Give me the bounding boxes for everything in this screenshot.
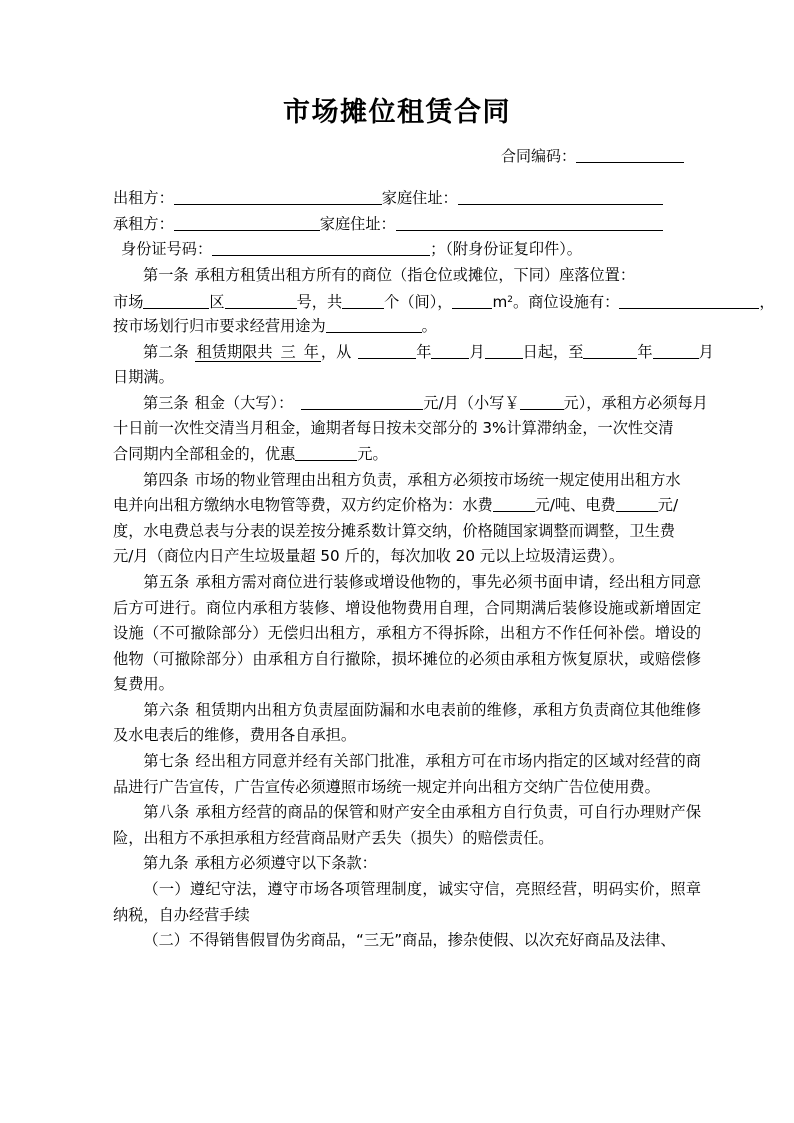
- article-4-line-4: [113, 544, 701, 570]
- article-4-number: 第四条: [143, 470, 189, 489]
- contract-number-label: 合同编码：: [500, 147, 576, 165]
- end-year-unit: 年: [637, 342, 653, 361]
- id-number-blank[interactable]: [212, 240, 430, 256]
- article-1-number: 第一条: [143, 265, 189, 284]
- end-month-unit: 月: [698, 342, 714, 361]
- article-4-line-1: [113, 468, 701, 494]
- lease-term-label: 租赁期限共: [196, 342, 273, 361]
- article-4-text-4: 元/月（商位内日产生垃圾量超 50 斤的，每次加收 20 元以上垃圾清运费）。: [113, 547, 625, 566]
- start-month-blank[interactable]: [431, 343, 469, 359]
- article-8: [113, 800, 701, 851]
- lease-term-years[interactable]: 三: [280, 342, 296, 361]
- article-4-text-1: 市场的物业管理由出租方负责，承租方必须按市场统一规定使用出租方水: [194, 470, 681, 489]
- start-year-blank[interactable]: [358, 343, 416, 359]
- lease-from-label: ，从: [320, 342, 352, 361]
- article-6-number: 第六条: [143, 700, 190, 719]
- lessee-address-label: 家庭住址：: [319, 214, 396, 233]
- article-8-number: 第八条: [143, 803, 190, 822]
- article-2-line-2: [113, 365, 701, 391]
- lessee-address-blank[interactable]: [396, 215, 663, 231]
- electricity-fee-unit: 元/: [657, 496, 679, 515]
- rent-tail-text: 元），承租方必须每月: [563, 393, 708, 412]
- start-month-unit: 月: [469, 342, 485, 361]
- article-4-line-3: [113, 519, 701, 545]
- article-3-line-2: [113, 416, 701, 442]
- area-unit-superscript: 2: [507, 295, 513, 306]
- contract-number-row: [0, 145, 794, 167]
- facilities-comma: ，: [759, 293, 775, 312]
- article-7-number: 第七条: [143, 752, 190, 771]
- rent-discount-label: 合同期内全部租金的，优惠: [113, 444, 296, 463]
- article-9-item-1-text: （一）遵纪守法，遵守市场各项管理制度，诚实守信，亮照经营，明码实价，照章纳税，自办经营手续: [113, 880, 701, 924]
- usage-period: 。: [421, 316, 437, 335]
- article-1-line-3: [113, 314, 701, 340]
- lessor-name-blank[interactable]: [174, 189, 382, 205]
- article-9-item-2: [113, 928, 701, 954]
- stall-area-blank[interactable]: [452, 293, 492, 309]
- area-unit-label: m: [492, 293, 508, 312]
- end-year-blank[interactable]: [583, 343, 637, 359]
- rent-discount-blank[interactable]: [295, 445, 357, 461]
- stall-count-blank[interactable]: [342, 293, 384, 309]
- article-9-number: 第九条: [143, 854, 189, 873]
- electricity-fee-label: 元/吨、电费: [534, 496, 616, 515]
- article-8-text: 承租方经营的商品的保管和财产安全由承租方自行负责，可自行办理财产保险，出租方不承担承租方经营商品财产丢失（损失）的赔偿责任。: [113, 803, 702, 847]
- water-fee-label: 电并向出租方缴纳水电物管等费，双方约定价格为：水费: [113, 496, 493, 515]
- rent-label: 租金（大写）：: [194, 393, 294, 412]
- article-3-line-1: [113, 391, 708, 417]
- start-year-unit: 年: [416, 342, 432, 361]
- id-number-row: [113, 237, 701, 263]
- article-2-line-1: [113, 340, 714, 366]
- article-6: [113, 698, 701, 749]
- id-number-suffix: ；（附身份证复印件）。: [430, 240, 582, 259]
- lessor-row: [113, 186, 701, 212]
- article-6-text: 租赁期内出租方负责屋面防漏和水电表前的维修，承租方负责商位其他维修及水电表后的维修，费用各自承担。: [113, 700, 702, 745]
- market-area-blank[interactable]: [143, 293, 209, 309]
- rent-discount-unit: 元。: [357, 444, 388, 463]
- district-label: 区: [209, 293, 225, 312]
- lessor-address-blank[interactable]: [458, 189, 663, 205]
- id-number-label: 身份证号码：: [121, 240, 213, 259]
- rent-unit-label: 元/月（小写￥: [423, 393, 520, 412]
- stall-number-blank[interactable]: [225, 293, 297, 309]
- article-5-number: 第五条: [143, 572, 190, 591]
- lessee-label: 承租方：: [113, 214, 174, 233]
- usage-label: 按市场划行归市要求经营用途为: [113, 316, 326, 335]
- stall-unit-label: 个（间），: [384, 293, 453, 312]
- water-fee-blank[interactable]: [493, 496, 535, 512]
- lessee-row: [113, 212, 701, 238]
- market-label: 市场: [113, 293, 144, 312]
- article-1-line-1: [113, 263, 701, 289]
- article-4-text-3: 度，水电费总表与分表的误差按分摊系数计算交纳，价格随国家调整而调整，卫生费: [113, 521, 675, 540]
- end-month-blank[interactable]: [653, 343, 699, 359]
- lessor-address-label: 家庭住址：: [381, 189, 458, 207]
- lease-expiry-text: 日期满。: [113, 368, 174, 387]
- article-5: [113, 570, 701, 698]
- page-title: 市场摊位租赁合同: [283, 97, 511, 128]
- article-9-item-1: [113, 877, 701, 928]
- article-1-line-2: [113, 288, 775, 314]
- article-9-heading: [113, 851, 701, 877]
- start-day-blank[interactable]: [485, 343, 523, 359]
- article-9-text: 承租方必须遵守以下条款：: [194, 854, 377, 873]
- facilities-blank[interactable]: [619, 293, 759, 309]
- rent-figures-blank[interactable]: [520, 394, 564, 410]
- stall-count-label: 号，共: [296, 293, 343, 312]
- contract-number-blank[interactable]: [576, 147, 684, 163]
- article-9-item-2-text: （二）不得销售假冒伪劣商品，“三无”商品，掺杂使假、以次充好商品及法律、: [143, 931, 676, 950]
- article-4-line-2: [113, 493, 701, 519]
- rent-penalty-text: 十日前一次性交清当月租金，逾期者每日按未交部分的 3%计算滞纳金，一次性交清: [113, 419, 674, 438]
- rent-words-blank[interactable]: [301, 394, 423, 410]
- article-3-line-3: [113, 442, 701, 468]
- lessor-label: 出租方：: [113, 189, 174, 207]
- article-3-number: 第三条: [143, 393, 189, 412]
- lessee-name-blank[interactable]: [174, 215, 320, 231]
- electricity-fee-blank[interactable]: [616, 496, 658, 512]
- lease-term-group: [195, 343, 321, 362]
- article-1-text-1: 承租方租赁出租方所有的商位（指仓位或摊位，下同）座落位置：: [194, 265, 635, 284]
- article-7: [113, 749, 701, 800]
- article-7-text: 经出租方同意并经有关部门批准，承租方可在市场内指定的区域对经营的商品进行广告宣传，广告宣传必须遵照市场统一规定并向出租方交纳广告位使用费。: [113, 752, 702, 796]
- article-2-number: 第二条: [143, 342, 189, 361]
- contract-body: [113, 186, 775, 954]
- lease-term-unit: 年: [303, 342, 319, 361]
- article-5-text: 承租方需对商位进行装修或增设他物的，事先必须书面申请，经出租方同意后方可进行。商位内承租方装修、增设他物费用自理，合同期满后装修设施或新增固定设施（不可撤除部分）无偿归出租方，承租方不得拆除，出租方不作任何补偿。增设的他物（可撤除部分）由承租方自行撤除，损坏摊位的必须由承租方恢复原状，或赔偿修复费用。: [113, 572, 702, 694]
- end-label: 日起，至: [522, 342, 584, 361]
- usage-blank[interactable]: [326, 317, 422, 333]
- facilities-label: 。商位设施有：: [513, 293, 620, 312]
